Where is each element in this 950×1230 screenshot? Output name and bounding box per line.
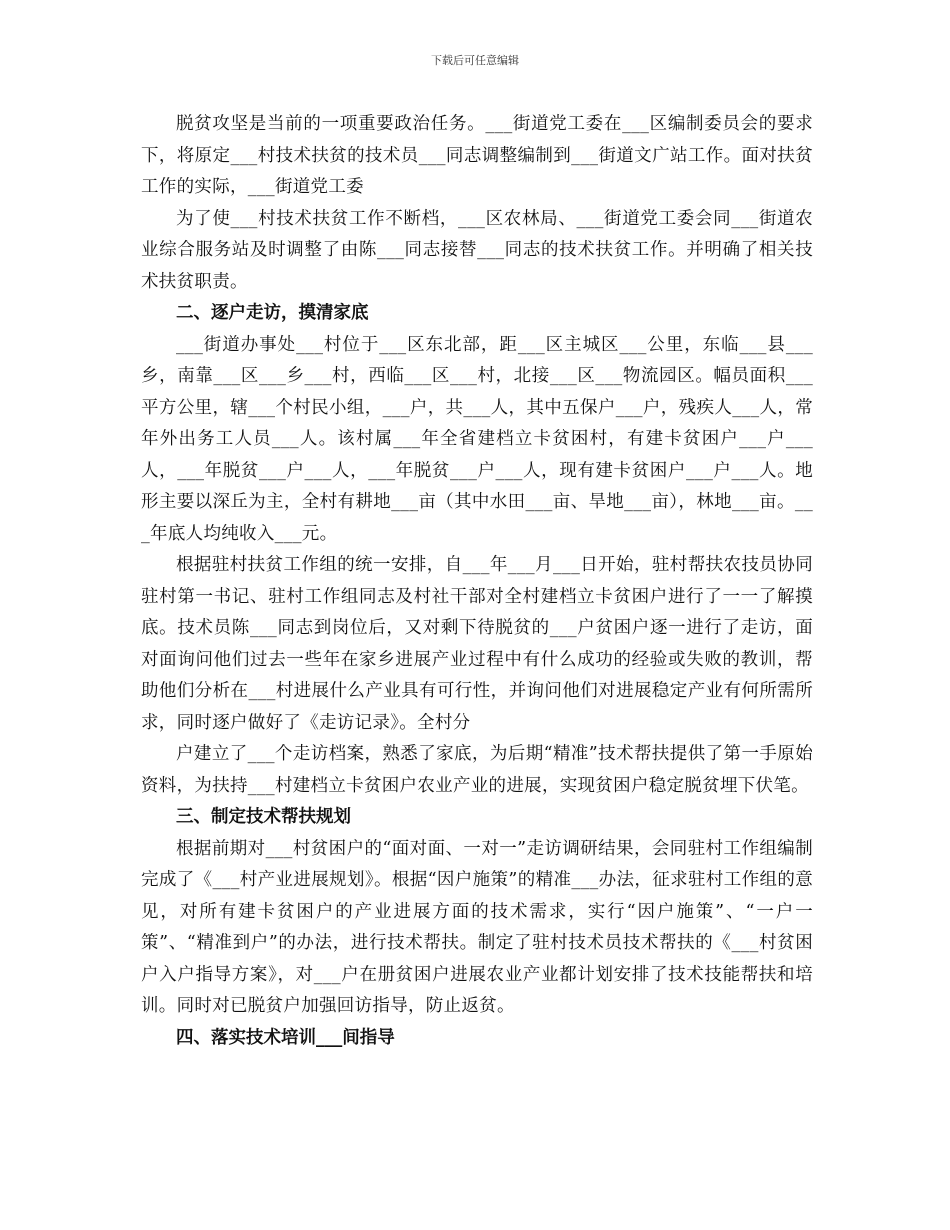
paragraph-village-profile: ___街道办事处___村位于___区东北部，距___区主城区___公里，东临___县___乡，南靠___区___乡___村，西临___区___村，北接___区___物流园区。幅员面积___平方公里，辖___个村民小组，___户，共___人，其中五保户___户，残疾人___人，常年外出务工人员___人。该村属___年全省建档立卡贫困村，有建卡贫困户___户___人，___年脱贫___户___人，___年脱贫___户___人，现有建卡贫困户___户___人。地形主要以深丘为主，全村有耕地___亩（其中水田___亩、旱地___亩），林地___亩。___年底人均纯收入___元。 <box>141 334 813 544</box>
paragraph-archive: 户建立了___个走访档案，熟悉了家底，为后期“精准”技术帮扶提供了第一手原始资料，为扶持___村建档立卡贫困户农业产业的进展，实现贫困户稳定脱贫埋下伏笔。 <box>141 744 813 796</box>
page-header: 下载后可任意编辑 <box>431 54 519 67</box>
paragraph-survey: 根据驻村扶贫工作组的统一安排，自___年___月___日开始，驻村帮扶农技员协同驻村第一书记、驻村工作组同志及村社干部对全村建档立卡贫困户进行了一一了解摸底。技术员陈___同志到岗位后，又对剩下待脱贫的___户贫困户逐一进行了走访，面对面询问他们过去一些年在家乡进展产业过程中有什么成功的经验或失败的教训，帮助他们分析在___村进展什么产业具有可行性，并询问他们对进展稳定产业有何所需所求，同时逐户做好了《走访记录》。全村分 <box>141 555 813 733</box>
document-body <box>141 109 813 1054</box>
section-heading-4: 四、落实技术培训___间指导 <box>176 1027 395 1048</box>
section-heading-2: 二、逐户走访，摸清家底 <box>176 303 369 323</box>
paragraph-intro: 脱贫攻坚是当前的一项重要政治任务。___街道党工委在___区编制委员会的要求下，将原定___村技术扶贫的技术员___同志调整编制到___街道文广站工作。面对扶贫工作的实际，___街道党工委 <box>141 114 813 197</box>
paragraph-plan: 根据前期对___村贫困户的“面对面、一对一”走访调研结果，会同驻村工作组编制完成了《___村产业进展规划》。根据“因户施策”的精准___办法，征求驻村工作组的意见，对所有建卡贫困户的产业进展方面的技术需求，实行“因户施策”、“一户一策”、“精准到户”的办法，进行技术帮扶。制定了驻村技术员技术帮扶的《___村贫困户入户指导方案》，对___户在册贫困户进展农业产业都计划安排了技术技能帮扶和培训。同时对已脱贫户加强回访指导，防止返贫。 <box>141 838 813 1016</box>
section-heading-3: 三、制定技术帮扶规划 <box>176 807 351 827</box>
paragraph-handover: 为了使___村技术扶贫工作不断档，___区农林局、___街道党工委会同___街道农业综合服务站及时调整了由陈___同志接替___同志的技术扶贫工作。并明确了相关技术扶贫职责。 <box>141 208 813 292</box>
